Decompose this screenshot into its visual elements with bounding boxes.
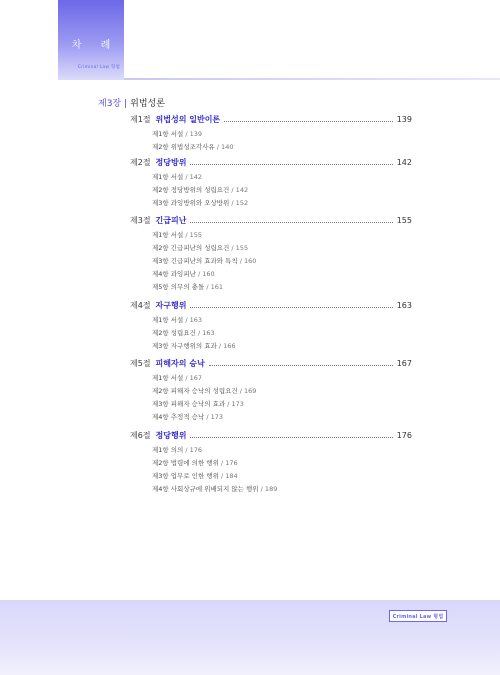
item-label: 제1항 서설 <box>152 130 184 138</box>
item-page: / 142 <box>185 173 203 181</box>
section-number: 제2절 <box>130 157 151 167</box>
leader-dots <box>190 164 392 165</box>
item-page: / 155 <box>231 244 249 252</box>
item-label: 제1항 서설 <box>152 374 184 382</box>
item-page: / 189 <box>260 485 278 493</box>
item-page: / 139 <box>185 130 203 138</box>
chapter-number: 제3장 <box>98 99 122 109</box>
section-page: 139 <box>396 114 412 124</box>
section-number: 제3절 <box>130 215 151 225</box>
item-label: 제2항 위법성조각사유 <box>152 143 215 151</box>
item-label: 제2항 정당방위의 성립요건 <box>152 186 230 194</box>
item-page: / 176 <box>220 459 238 467</box>
item-label: 제4항 과잉피난 <box>152 270 196 278</box>
item-label: 제3항 긴급피난의 효과와 특칙 <box>152 257 238 265</box>
section-page: 167 <box>396 358 412 368</box>
chapter-separator: | <box>124 99 128 109</box>
toc-item[interactable] <box>152 458 238 467</box>
item-label: 제1항 서설 <box>152 173 184 181</box>
item-label: 제2항 피해자 승낙의 성립요건 <box>152 387 238 395</box>
toc-section[interactable] <box>130 357 412 369</box>
toc-item[interactable] <box>152 230 202 239</box>
toc-section[interactable] <box>130 156 412 168</box>
item-page: / 142 <box>231 186 249 194</box>
toc-item[interactable] <box>152 198 248 207</box>
item-page: / 173 <box>206 413 223 421</box>
toc-item[interactable] <box>152 172 202 181</box>
toc-item[interactable] <box>152 471 238 480</box>
item-label: 제4항 사회상규에 위배되지 않는 행위 <box>152 485 259 493</box>
section-page: 176 <box>396 430 412 440</box>
item-label: 제2항 긴급피난의 성립요건 <box>152 244 230 252</box>
footer-badge-label: Criminal Law 형법 <box>392 613 444 620</box>
section-title: 자구행위 <box>155 300 187 310</box>
chapter-heading <box>98 96 165 109</box>
toc-item[interactable] <box>152 341 236 350</box>
toc-item[interactable] <box>152 373 202 382</box>
item-label: 제3항 자구행위의 효과 <box>152 342 217 350</box>
toc-item[interactable] <box>152 315 202 324</box>
toc-item[interactable] <box>152 445 202 454</box>
item-label: 제1항 서설 <box>152 231 184 239</box>
toc-section[interactable] <box>130 214 412 226</box>
section-number: 제4절 <box>130 300 151 310</box>
toc-item[interactable] <box>152 185 248 194</box>
item-page: / 167 <box>185 374 203 382</box>
contents-title: 차 례 <box>71 40 119 51</box>
leader-dots <box>224 121 393 122</box>
item-page: / 161 <box>206 283 223 291</box>
item-label: 제5항 의무의 충돌 <box>152 283 205 291</box>
item-label: 제3항 업무로 인한 행위 <box>152 472 219 480</box>
toc-item[interactable] <box>152 142 233 151</box>
section-page: 155 <box>396 215 412 225</box>
header-divider <box>124 78 500 80</box>
item-page: / 140 <box>216 143 234 151</box>
toc-item[interactable] <box>152 243 248 252</box>
section-title: 위법성의 일반이론 <box>155 114 221 124</box>
toc-item[interactable] <box>152 269 215 278</box>
leader-dots <box>190 222 392 223</box>
item-page: / 163 <box>197 329 215 337</box>
item-page: / 166 <box>218 342 236 350</box>
item-label: 제2항 법령에 의한 행위 <box>152 459 219 467</box>
toc-item[interactable] <box>152 328 215 337</box>
leader-dots <box>190 307 392 308</box>
item-page: / 176 <box>185 446 203 454</box>
toc-section[interactable] <box>130 299 412 311</box>
section-page: 163 <box>396 300 412 310</box>
item-label: 제3항 과잉방위와 오상방위 <box>152 199 230 207</box>
toc-item[interactable] <box>152 484 277 493</box>
item-page: / 163 <box>185 316 203 324</box>
toc-section[interactable] <box>130 113 412 125</box>
section-number: 제5절 <box>130 358 151 368</box>
leader-dots <box>209 365 393 366</box>
item-page: / 160 <box>197 270 215 278</box>
section-title: 정당방위 <box>155 157 187 167</box>
item-page: / 173 <box>227 400 244 408</box>
section-page: 142 <box>396 157 412 167</box>
contents-header-tab <box>58 0 124 80</box>
header-brand-label: Criminal Law 형법 <box>77 65 120 70</box>
item-page: / 152 <box>231 199 249 207</box>
toc-item[interactable] <box>152 412 223 421</box>
item-label: 제4항 추정적 승낙 <box>152 413 205 421</box>
item-page: / 155 <box>185 231 203 239</box>
item-label: 제3항 피해자 승낙의 효과 <box>152 400 226 408</box>
toc-item[interactable] <box>152 399 244 408</box>
item-page: / 184 <box>220 472 238 480</box>
toc-section[interactable] <box>130 429 412 441</box>
section-title: 긴급피난 <box>155 215 187 225</box>
leader-dots <box>190 437 392 438</box>
footer-badge <box>389 610 447 622</box>
item-label: 제1항 서설 <box>152 316 184 324</box>
item-page: / 160 <box>239 257 257 265</box>
toc-item[interactable] <box>152 256 256 265</box>
toc-item[interactable] <box>152 386 256 395</box>
toc-item[interactable] <box>152 129 202 138</box>
section-number: 제1절 <box>130 114 151 124</box>
toc-item[interactable] <box>152 282 223 291</box>
section-title: 피해자의 승낙 <box>155 358 205 368</box>
item-label: 제2항 성립요건 <box>152 329 196 337</box>
chapter-title: 위법성론 <box>130 99 165 109</box>
section-title: 정당행위 <box>155 430 187 440</box>
item-page: / 169 <box>239 387 257 395</box>
item-label: 제1항 의의 <box>152 446 184 454</box>
section-number: 제6절 <box>130 430 151 440</box>
